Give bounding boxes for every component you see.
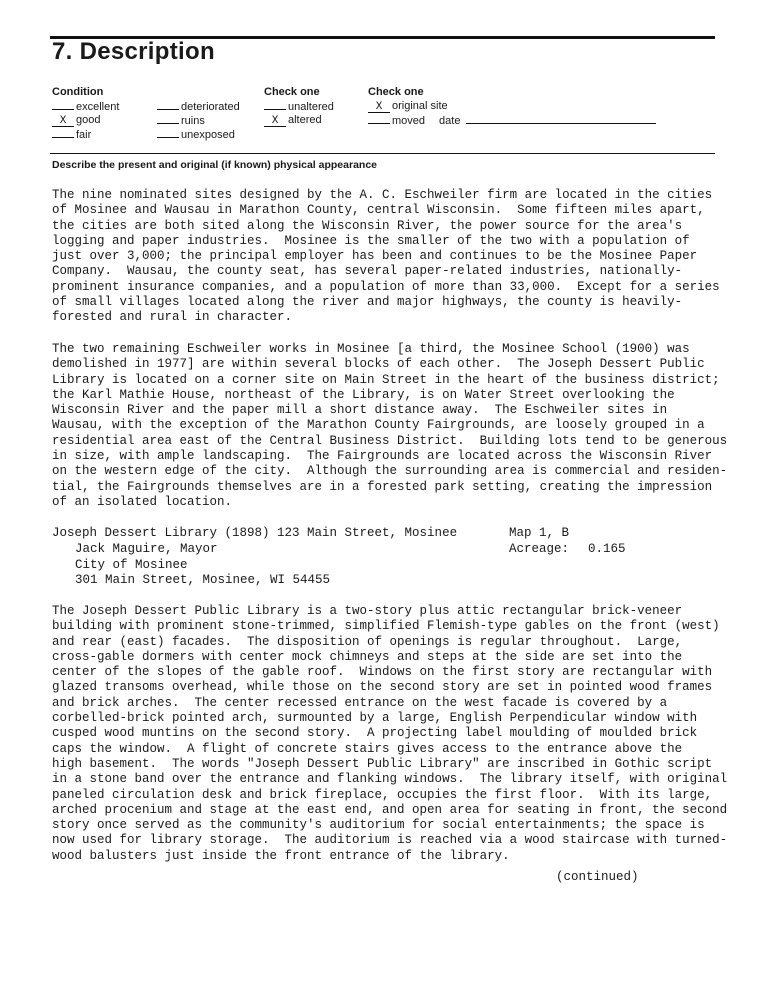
altered-label: altered xyxy=(288,114,322,126)
section-title: 7. Description xyxy=(52,38,215,65)
check-unaltered[interactable] xyxy=(264,100,334,113)
condition-unexposed[interactable] xyxy=(157,128,235,141)
owner-line-3: 301 Main Street, Mosinee, WI 54455 xyxy=(75,573,331,587)
condition-excellent[interactable] xyxy=(52,100,119,113)
condition-heading: Condition xyxy=(52,86,104,98)
condition-good[interactable] xyxy=(52,114,100,127)
moved-label: moved xyxy=(392,115,426,127)
acreage-value: 0.165 xyxy=(588,542,626,556)
check-one-alteration-heading: Check one xyxy=(264,86,320,98)
original-site-label: original site xyxy=(392,100,448,112)
check-original-site[interactable] xyxy=(368,100,448,113)
fair-blank xyxy=(52,128,74,138)
paragraph-setting: The nine nominated sites designed by the A. C. Eschweiler firm are located in the cities of Mosinee and Wausau in Marathon County, central Wisconsin. Some fifteen miles apart, the cities are both sited along the Wisconsin River, the power source for the area's logging and paper industries. Mosinee is the smaller of the two with a population of just over 3,000; the principal employer has been and continues to be the Mosinee Paper Company. Wausau, the county seat, has several paper-related industries, nationally- prominent insurance companies, and a population of more than 33,000. Except for a series of small villages located along the river and major highways, the county is heavily- forested and rural in character. xyxy=(52,188,720,325)
paragraph-mosinee-wausau: The two remaining Eschweiler works in Mosinee [a third, the Mosinee School (1900) was demolished in 1977] are within several blocks of each other. The Joseph Dessert Public Library is located on a corner site on Main Street in the heart of the business district; the Karl Mathie House, northeast of the Library, is on Water Street overlooking the Wisconsin River and the paper mill a short distance away. The Eschweiler sites in Wausau, with the exception of the Marathon County Fairgrounds, are loosely grouped in a residential area east of the Central Business District. Building lots tend to be generous in size, with ample landscaping. The Fairgrounds are located across the Wisconsin River on the western edge of the city. Although the surrounding area is commercial and residen- tial, the Fairgrounds themselves are in a forested park setting, creating the impression of an isolated location. xyxy=(52,342,728,509)
deteriorated-label: deteriorated xyxy=(181,101,240,113)
owner-line-1: Jack Maguire, Mayor xyxy=(75,542,218,556)
fair-label: fair xyxy=(76,129,92,141)
ruins-blank xyxy=(157,114,179,124)
unexposed-blank xyxy=(157,128,179,138)
altered-blank: X xyxy=(264,117,286,127)
acreage-label: Acreage: xyxy=(509,542,570,556)
good-label: good xyxy=(76,114,101,126)
date-field[interactable] xyxy=(466,114,656,124)
date-label: date xyxy=(439,115,461,127)
condition-deteriorated[interactable] xyxy=(157,100,240,113)
unaltered-label: unaltered xyxy=(288,101,334,113)
owner-line-2: City of Mosinee xyxy=(75,558,188,572)
paragraph-library-description: The Joseph Dessert Public Library is a two-story plus attic rectangular brick-veneer building with prominent stone-trimmed, simplified Flemish-type gables on the front (west) and rear (east) facades. The disposition of openings is regular throughout. Large, cross-gable dormers with center mock chimneys and steps at the side are set into the center of the slopes of the gable roof. Windows on the first story are rectangular with glazed transoms overhead, while those on the second story are set in pointed wood frames and brick arches. The center recessed entrance on the west facade is covered by a corbelled-brick pointed arch, surmounted by a large, English Perpendicular window with cusped wood muntins on the second story. A projecting label moulding of moulded brick caps the window. A flight of concrete stairs gives access to the entrance above the high basement. The words "Joseph Dessert Public Library" are inscribed in Gothic script in a stone band over the entrance and flanking windows. The library itself, with original paneled circulation desk and brick fireplace, occupies the first floor. With its large, arched procenium and stage at the east end, and open area for seating in front, the second story once served as the community's auditorium for social entertainments; the space is now used for library storage. The auditorium is reached via a wood staircase with turned- wood balusters just inside the front entrance of the library. xyxy=(52,604,728,863)
ruins-label: ruins xyxy=(181,115,205,127)
unexposed-label: unexposed xyxy=(181,129,235,141)
check-moved[interactable] xyxy=(368,114,656,127)
section-divider xyxy=(50,153,715,154)
condition-ruins[interactable] xyxy=(157,114,205,127)
map-reference: Map 1, B xyxy=(509,526,570,540)
excellent-label: excellent xyxy=(76,101,120,113)
property-name-line: Joseph Dessert Library (1898) 123 Main Street, Mosinee xyxy=(52,526,458,540)
moved-blank xyxy=(368,114,390,124)
check-altered[interactable] xyxy=(264,114,322,127)
condition-fair[interactable] xyxy=(52,128,91,141)
check-one-site-heading: Check one xyxy=(368,86,424,98)
continued-note: (continued) xyxy=(556,870,639,884)
original-site-blank: X xyxy=(368,103,390,113)
unaltered-blank xyxy=(264,100,286,110)
deteriorated-blank xyxy=(157,100,179,110)
good-blank: X xyxy=(52,117,74,127)
excellent-blank xyxy=(52,100,74,110)
describe-heading: Describe the present and original (if known) physical appearance xyxy=(52,159,378,171)
